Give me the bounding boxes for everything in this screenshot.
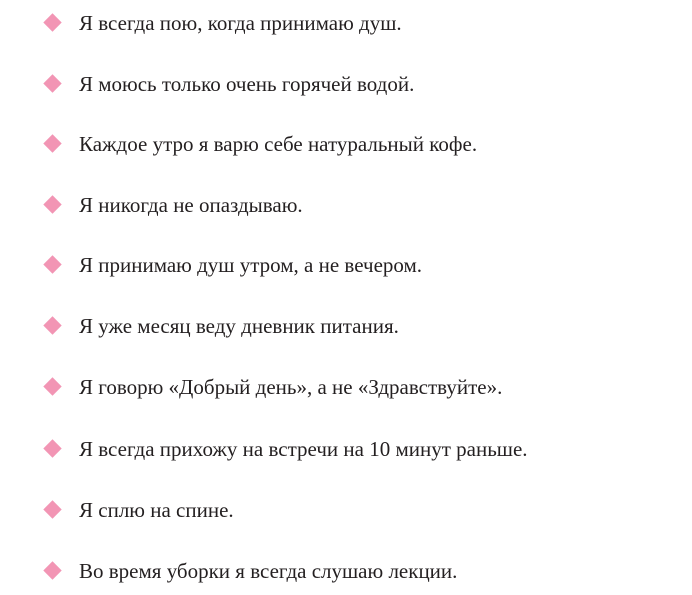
diamond-bullet-icon [43,561,61,579]
list-item-text: Во время уборки я всегда слушаю лекции. [79,559,458,583]
diamond-bullet-icon [43,255,61,273]
list-item [0,245,692,285]
list-item [0,124,692,164]
list-item [0,551,692,591]
list-item-text: Я уже месяц веду дневник питания. [79,314,399,338]
list-item-text: Я всегда прихожу на встречи на 10 минут раньше. [79,437,528,461]
list-item-text: Я всегда пою, когда принимаю душ. [79,11,402,35]
list-item-text: Я говорю «Добрый день», а не «Здравствуйте». [79,375,503,399]
list-item-text: Я никогда не опаздываю. [79,193,303,217]
list-item [0,3,692,43]
list-item [0,185,692,225]
diamond-bullet-icon [43,74,61,92]
list-item [0,367,692,407]
list-item-text: Каждое утро я варю себе натуральный кофе. [79,132,478,156]
list-item-text: Я моюсь только очень горячей водой. [79,72,415,96]
diamond-bullet-icon [43,134,61,152]
diamond-bullet-icon [43,195,61,213]
list-item [0,429,692,469]
list-item [0,306,692,346]
list-item [0,64,692,104]
list-item-text: Я сплю на спине. [79,498,234,522]
diamond-bullet-icon [43,316,61,334]
diamond-bullet-icon [43,439,61,457]
list-item [0,490,692,530]
diamond-bullet-icon [43,13,61,31]
diamond-bullet-icon [43,377,61,395]
diamond-bullet-icon [43,500,61,518]
list-item-text: Я принимаю душ утром, а не вечером. [79,253,423,277]
